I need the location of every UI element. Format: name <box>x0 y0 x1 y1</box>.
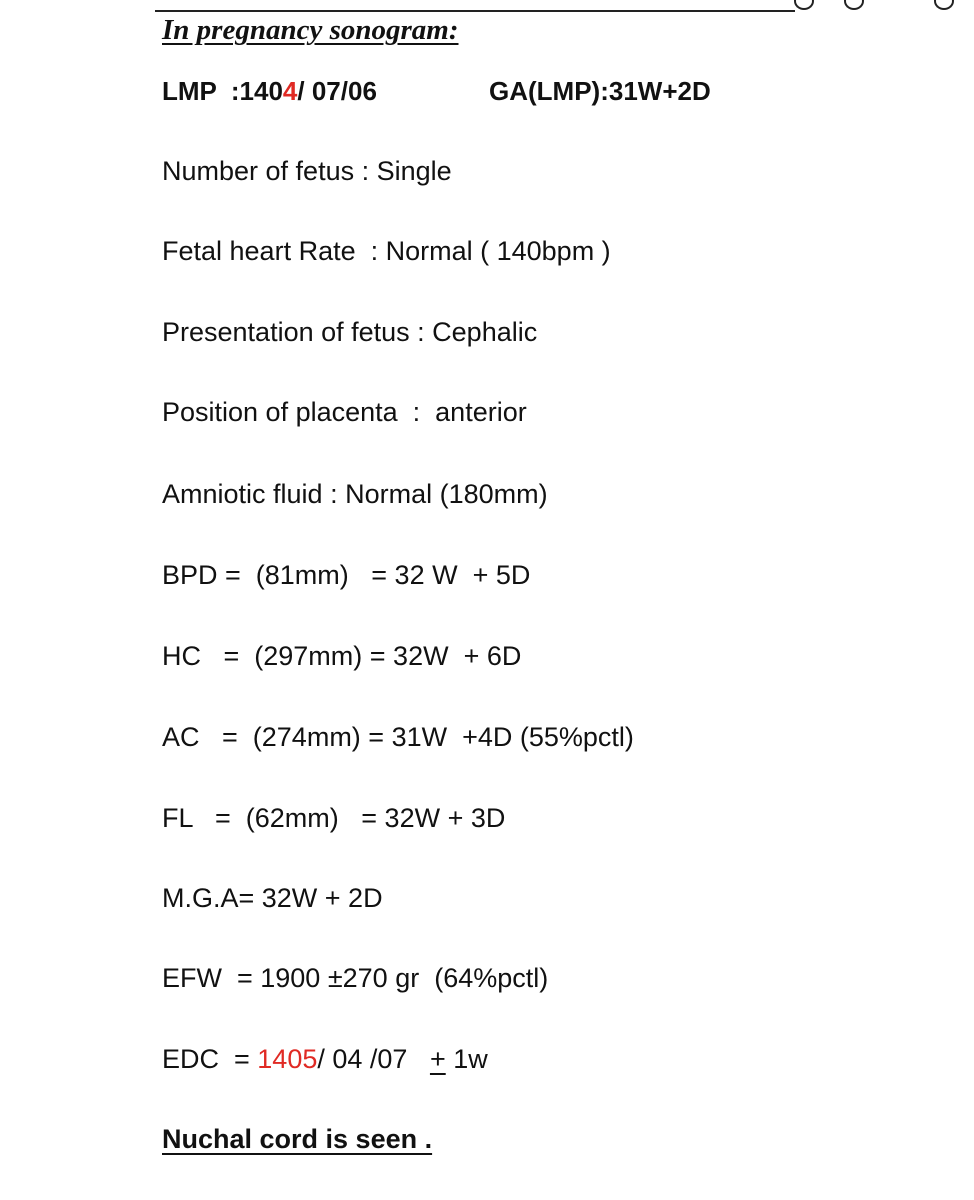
fetal-heart-rate: Fetal heart Rate : Normal ( 140bpm ) <box>162 236 611 266</box>
lmp-label: LMP : <box>162 76 240 106</box>
edc-label: EDC = <box>162 1044 258 1074</box>
nuchal-cord-note: Nuchal cord is seen . <box>162 1124 433 1154</box>
top-rule <box>155 10 795 12</box>
document-title: In pregnancy sonogram: <box>162 14 459 46</box>
fl-measurement: FL = (62mm) = 32W + 3D <box>162 803 506 833</box>
amniotic-fluid: Amniotic fluid : Normal (180mm) <box>162 479 548 509</box>
edc-tolerance: 1w <box>445 1044 488 1074</box>
edc-date-rest: / 04 /07 <box>317 1044 430 1074</box>
placenta-position: Position of placenta : anterior <box>162 397 527 427</box>
lmp-line <box>162 76 711 107</box>
lmp-year: 140 <box>239 76 283 106</box>
edc-year: 1405 <box>257 1044 318 1074</box>
ga-lmp: GA(LMP):31W+2D <box>489 76 711 106</box>
edc-line <box>162 1044 488 1075</box>
bpd-measurement: BPD = (81mm) = 32 W + 5D <box>162 560 531 590</box>
cropped-text-fragment <box>774 0 974 8</box>
lmp-year-highlight: 4 <box>282 76 298 106</box>
mga-value: M.G.A= 32W + 2D <box>162 883 383 913</box>
fetus-presentation: Presentation of fetus : Cephalic <box>162 317 538 347</box>
hc-measurement: HC = (297mm) = 32W + 6D <box>162 641 522 671</box>
fetus-count: Number of fetus : Single <box>162 156 452 186</box>
ac-measurement: AC = (274mm) = 31W +4D (55%pctl) <box>162 722 634 752</box>
lmp-date-rest: / 07/06 <box>297 76 377 106</box>
edc-tolerance-sign: + <box>429 1044 446 1074</box>
efw-value: EFW = 1900 ±270 gr (64%pctl) <box>162 963 549 993</box>
